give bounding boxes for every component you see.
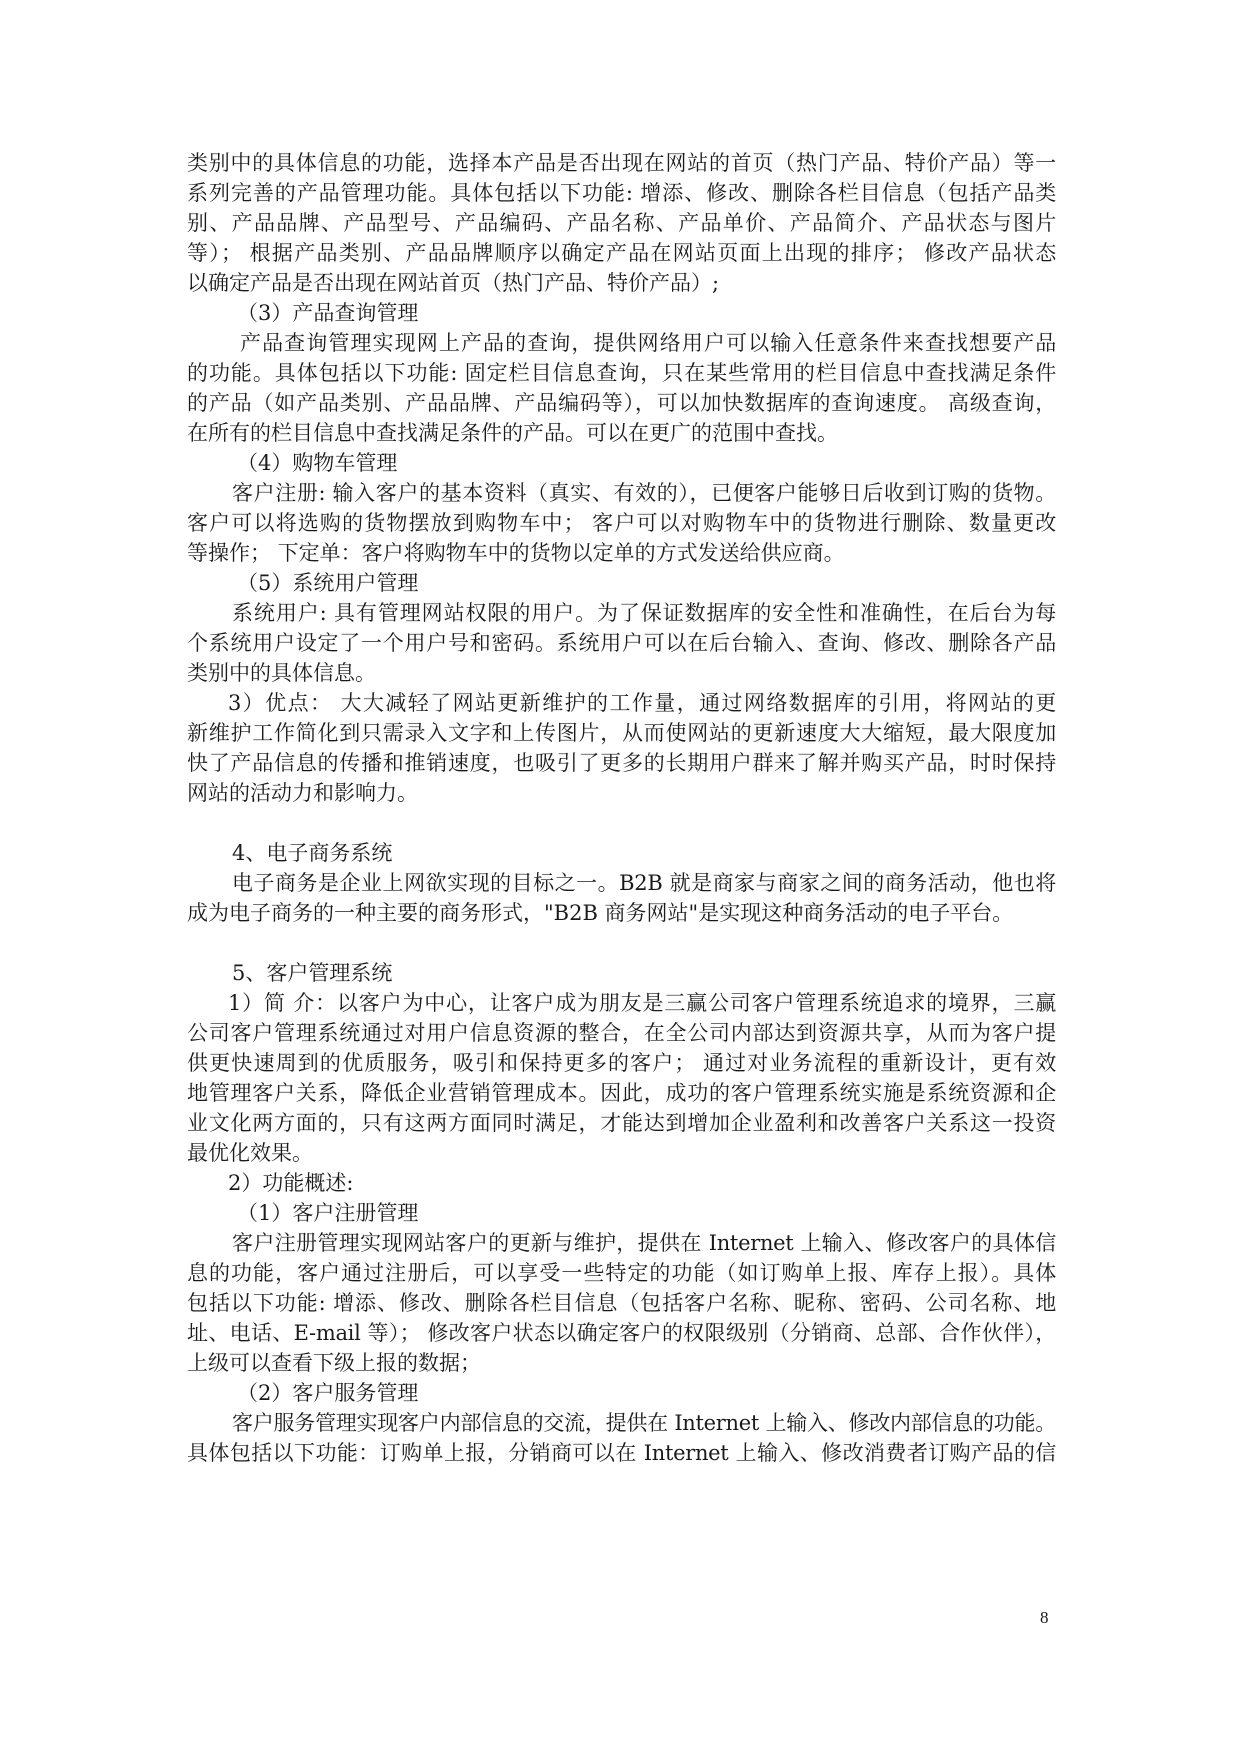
section-heading: 4、电子商务系统 — [232, 841, 393, 865]
paragraph-line: 业文化两方面的，只有这两方面同时满足，才能达到增加企业盈利和改善客户关系这一投资 — [187, 1111, 1056, 1135]
section-heading: （3）产品查询管理 — [237, 301, 419, 325]
paragraph-line: 地管理客户关系，降低企业营销管理成本。因此，成功的客户管理系统实施是系统资源和企 — [187, 1081, 1056, 1105]
paragraph-line: 3）优点： 大大减轻了网站更新维护的工作量，通过网络数据库的引用，将网站的更 — [228, 691, 1056, 715]
paragraph-line: 址、电话、E-mail 等）； 修改客户状态以确定客户的权限级别（分销商、总部、合作伙伴）， — [187, 1321, 1056, 1345]
paragraph-line: 包括以下功能: 增添、修改、删除各栏目信息（包括客户名称、昵称、密码、公司名称、地 — [187, 1291, 1056, 1315]
paragraph-line: 客户可以将选购的货物摆放到购物车中； 客户可以对购物车中的货物进行删除、数量更改 — [187, 511, 1056, 535]
paragraph-line: 的产品（如产品类别、产品品牌、产品编码等），可以加快数据库的查询速度。 高级查询， — [187, 391, 1056, 415]
paragraph-line: 息的功能，客户通过注册后，可以享受一些特定的功能（如订购单上报、库存上报）。具体 — [187, 1261, 1056, 1285]
paragraph-line: 客户注册管理实现网站客户的更新与维护，提供在 Internet 上输入、修改客户的具体信 — [232, 1231, 1056, 1255]
paragraph-line: 快了产品信息的传播和推销速度，也吸引了更多的长期用户群来了解并购买产品，时时保持 — [187, 751, 1056, 775]
section-heading: （2）客户服务管理 — [237, 1381, 419, 1405]
paragraph-line: 产品查询管理实现网上产品的查询，提供网络用户可以输入任意条件来查找想要产品 — [240, 331, 1056, 355]
section-heading: 2）功能概述: — [228, 1171, 354, 1195]
paragraph-line: 等）； 根据产品类别、产品品牌顺序以确定产品在网站页面上出现的排序； 修改产品状态 — [187, 241, 1056, 265]
paragraph-line: 网站的活动力和影响力。 — [187, 781, 418, 805]
section-heading: （5）系统用户管理 — [237, 571, 419, 595]
paragraph-line: 公司客户管理系统通过对用户信息资源的整合，在全公司内部达到资源共享，从而为客户提 — [187, 1021, 1056, 1045]
paragraph-line: 上级可以查看下级上报的数据； — [187, 1351, 481, 1375]
paragraph-line: 1）简 介：以客户为中心，让客户成为朋友是三赢公司客户管理系统追求的境界，三赢 — [228, 991, 1056, 1015]
paragraph-line: 系列完善的产品管理功能。具体包括以下功能: 增添、修改、删除各栏目信息（包括产品类 — [187, 181, 1056, 205]
paragraph-line: 等操作； 下定单：客户将购物车中的货物以定单的方式发送给供应商。 — [187, 541, 845, 565]
paragraph-line: 个系统用户设定了一个用户号和密码。系统用户可以在后台输入、查询、修改、删除各产品 — [187, 631, 1056, 655]
paragraph-line: 客户服务管理实现客户内部信息的交流，提供在 Internet 上输入、修改内部信息的功能。 — [232, 1411, 1056, 1435]
paragraph-line: 类别中的具体信息的功能，选择本产品是否出现在网站的首页（热门产品、特价产品）等一 — [187, 151, 1056, 175]
paragraph-line: 新维护工作简化到只需录入文字和上传图片，从而使网站的更新速度大大缩短，最大限度加 — [187, 721, 1056, 745]
paragraph-line: 电子商务是企业上网欲实现的目标之一。B2B 就是商家与商家之间的商务活动，他也将 — [232, 871, 1056, 895]
paragraph-line: 供更快速周到的优质服务，吸引和保持更多的客户； 通过对业务流程的重新设计，更有效 — [187, 1051, 1056, 1075]
section-heading: （1）客户注册管理 — [237, 1201, 419, 1225]
section-heading: 5、客户管理系统 — [232, 961, 393, 985]
section-heading: （4）购物车管理 — [237, 451, 398, 475]
paragraph-line: 客户注册: 输入客户的基本资料（真实、有效的），已便客户能够日后收到订购的货物。 — [232, 481, 1056, 505]
paragraph-line: 具体包括以下功能：订购单上报，分销商可以在 Internet 上输入、修改消费者订购产品的信 — [187, 1441, 1056, 1465]
paragraph-line: 以确定产品是否出现在网站首页（热门产品、特价产品）; — [187, 271, 720, 295]
paragraph-line: 类别中的具体信息。 — [187, 661, 376, 685]
paragraph-line: 的功能。具体包括以下功能: 固定栏目信息查询，只在某些常用的栏目信息中查找满足条件 — [187, 361, 1056, 385]
paragraph-line: 成为电子商务的一种主要的商务形式，"B2B 商务网站"是实现这种商务活动的电子平台。 — [187, 901, 1014, 925]
paragraph-line: 在所有的栏目信息中查找满足条件的产品。可以在更广的范围中查找。 — [187, 421, 838, 445]
page-number: 8 — [1040, 1608, 1049, 1627]
paragraph-line: 别、产品品牌、产品型号、产品编码、产品名称、产品单价、产品简介、产品状态与图片 — [187, 211, 1056, 235]
paragraph-line: 最优化效果。 — [187, 1141, 313, 1165]
paragraph-line: 系统用户: 具有管理网站权限的用户。为了保证数据库的安全性和准确性，在后台为每 — [232, 601, 1056, 625]
